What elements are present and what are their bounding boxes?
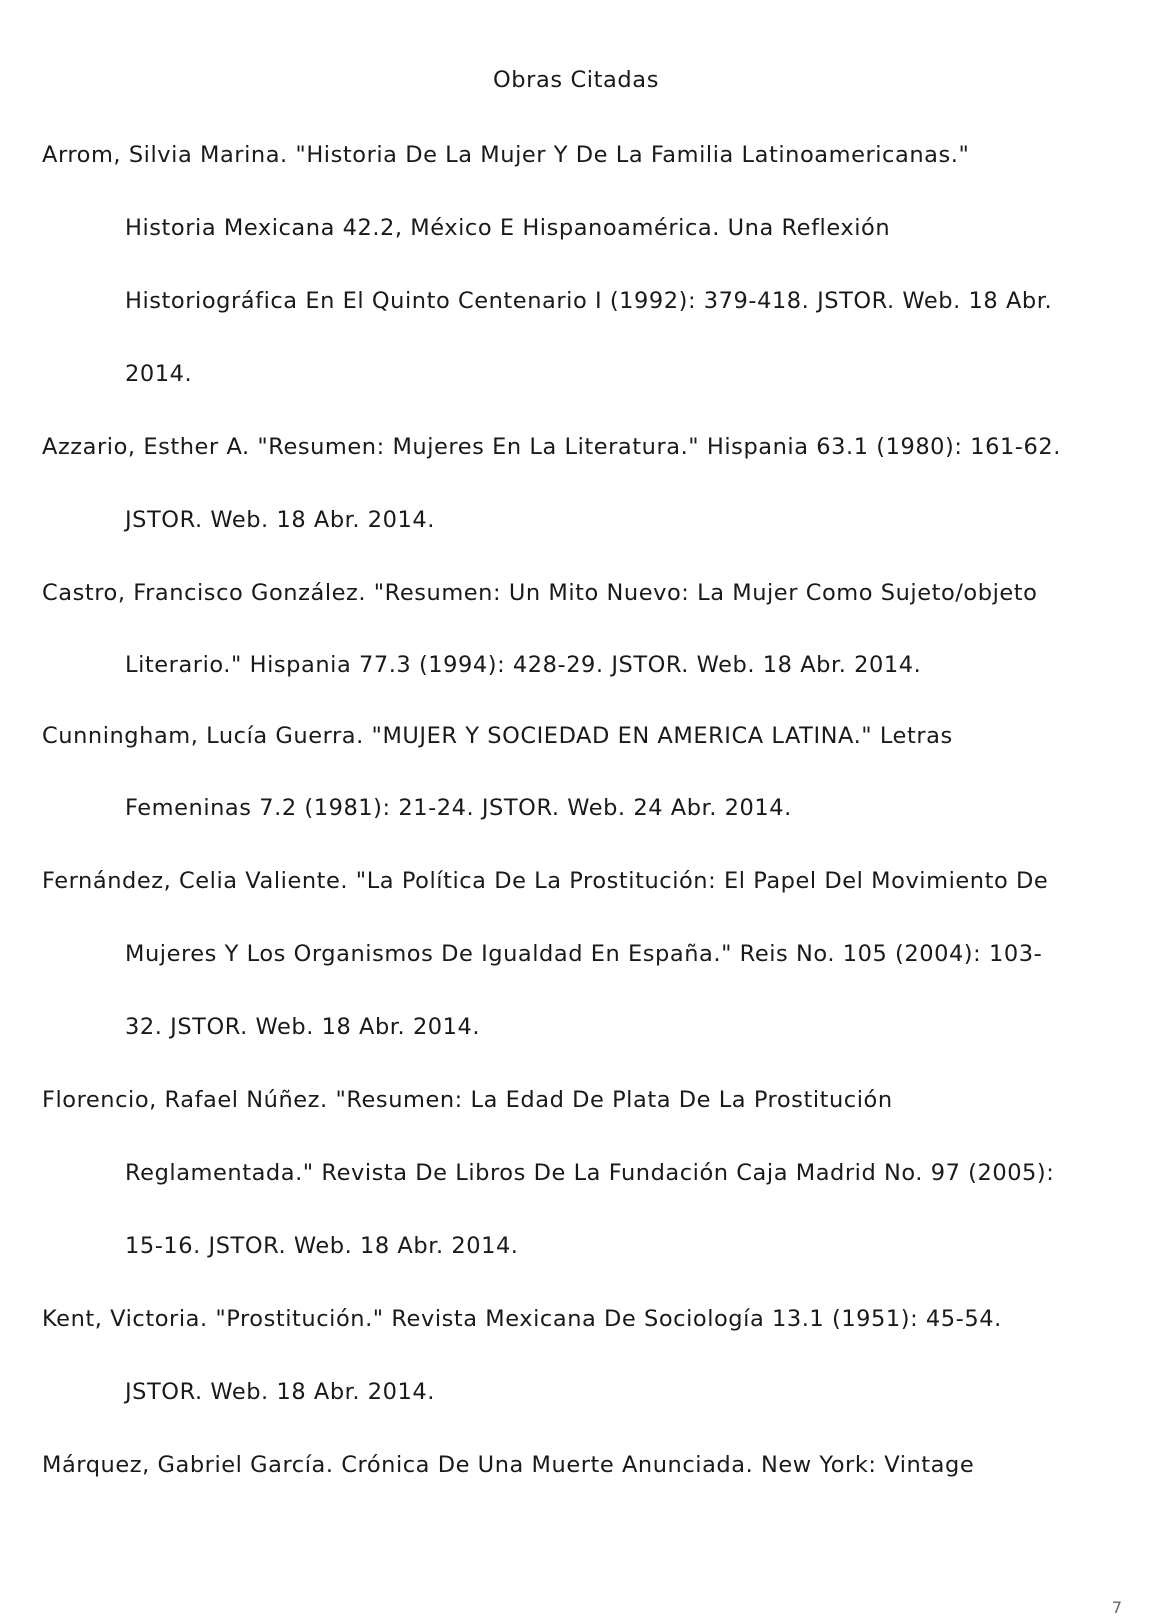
citation-line: Femeninas 7.2 (1981): 21-24. JSTOR. Web. 24 Abr. 2014.: [125, 795, 792, 821]
citation-line: Azzario, Esther A. "Resumen: Mujeres En La Literatura." Hispania 63.1 (1980): 161-62.: [42, 434, 1061, 460]
citation-line: Castro, Francisco González. "Resumen: Un Mito Nuevo: La Mujer Como Sujeto/objeto: [42, 580, 1038, 606]
citation-line: Literario." Hispania 77.3 (1994): 428-29. JSTOR. Web. 18 Abr. 2014.: [125, 652, 922, 678]
citation-line: Márquez, Gabriel García. Crónica De Una Muerte Anunciada. New York: Vintage: [42, 1452, 975, 1478]
citation-line: Arrom, Silvia Marina. "Historia De La Mujer Y De La Familia Latinoamericanas.": [42, 142, 970, 168]
citation-line: Mujeres Y Los Organismos De Igualdad En España." Reis No. 105 (2004): 103-: [125, 941, 1043, 967]
citation-line: Reglamentada." Revista De Libros De La Fundación Caja Madrid No. 97 (2005):: [125, 1160, 1055, 1186]
citation-line: Florencio, Rafael Núñez. "Resumen: La Edad De Plata De La Prostitución: [42, 1087, 893, 1113]
citation-line: Fernández, Celia Valiente. "La Política De La Prostitución: El Papel Del Movimiento De: [42, 868, 1049, 894]
citation-line: 2014.: [125, 361, 193, 387]
citation-line: Kent, Victoria. "Prostitución." Revista Mexicana De Sociología 13.1 (1951): 45-54.: [42, 1306, 1002, 1332]
citation-line: JSTOR. Web. 18 Abr. 2014.: [125, 507, 435, 533]
citation-line: JSTOR. Web. 18 Abr. 2014.: [125, 1379, 435, 1405]
page-title: Obras Citadas: [492, 67, 660, 93]
citation-line: 32. JSTOR. Web. 18 Abr. 2014.: [125, 1014, 481, 1040]
page-number: 7: [1111, 1598, 1122, 1617]
citation-line: Historiográfica En El Quinto Centenario I (1992): 379-418. JSTOR. Web. 18 Abr.: [125, 288, 1053, 314]
citation-line: 15-16. JSTOR. Web. 18 Abr. 2014.: [125, 1233, 519, 1259]
citation-line: Historia Mexicana 42.2, México E Hispanoamérica. Una Reflexión: [125, 215, 891, 241]
citation-line: Cunningham, Lucía Guerra. "MUJER Y SOCIEDAD EN AMERICA LATINA." Letras: [42, 723, 953, 749]
